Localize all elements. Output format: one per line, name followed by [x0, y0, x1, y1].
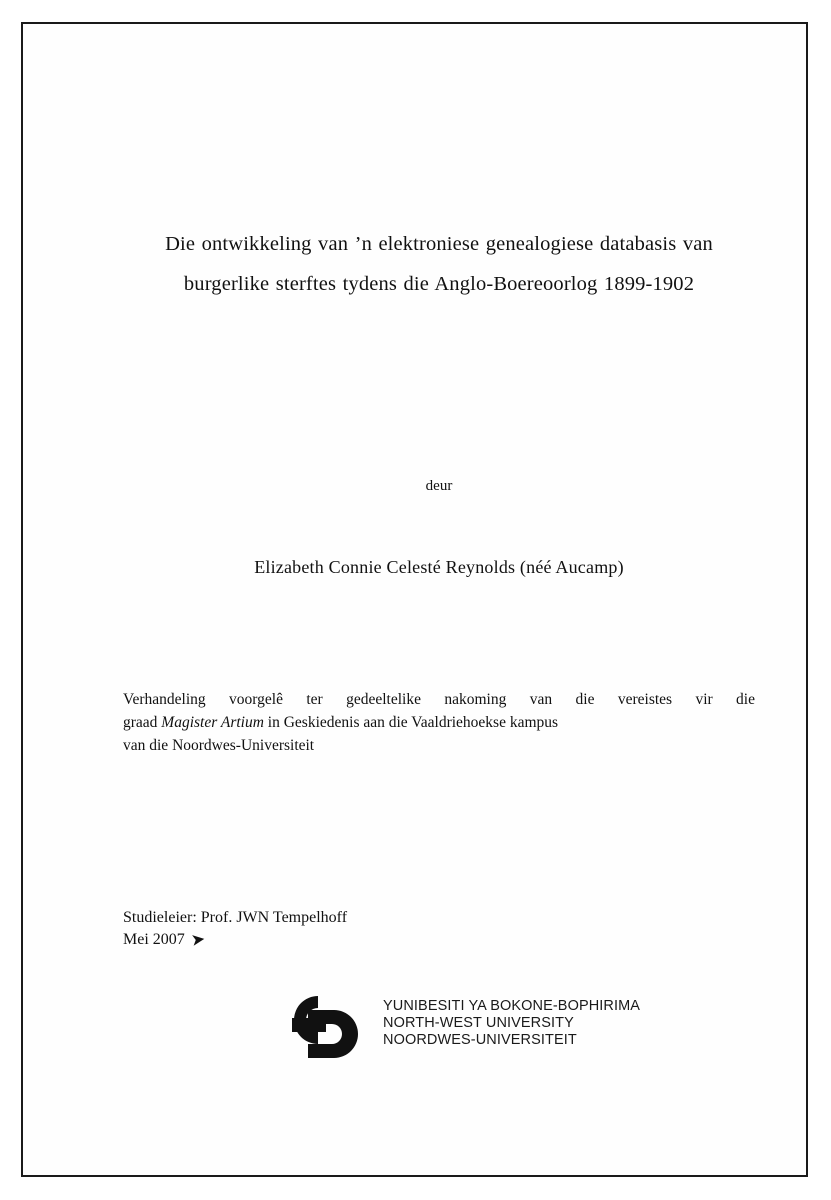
- degree-name: Magister Artium: [161, 714, 264, 731]
- page-title: [123, 224, 755, 304]
- university-logo-text: [383, 998, 640, 1049]
- degree-statement: [123, 688, 755, 757]
- statement-line-1: Verhandeling voorgelê ter gedeeltelike nakoming van die vereistes vir die: [123, 691, 755, 708]
- title-line-1: Die ontwikkeling van ’n elektroniese genealogiese databasis van: [165, 233, 713, 255]
- by-label: deur: [425, 478, 453, 494]
- statement-line-2-pre: graad: [123, 714, 162, 731]
- supervisor-line: Studieleier: Prof. JWN Tempelhoff: [123, 909, 348, 926]
- statement-line-2: [123, 711, 755, 734]
- author-name: Elizabeth Connie Celesté Reynolds (néé Aucamp): [254, 557, 624, 577]
- logo-text-line-1: YUNIBESITI YA BOKONE-BOPHIRIMA: [383, 998, 641, 1014]
- page-border: [21, 22, 808, 1177]
- title-page-content: [123, 224, 755, 951]
- statement-line-2-post: in Geskiedenis aan die Vaaldriehoekse kampus: [263, 714, 559, 731]
- date-text: Mei 2007: [123, 931, 185, 948]
- statement-line-3: van die Noordwes-Universiteit: [123, 737, 315, 754]
- title-line-2: burgerlike sterftes tydens die Anglo-Boereoorlog 1899-1902: [183, 273, 695, 295]
- logo-text-line-2: NORTH-WEST UNIVERSITY: [383, 1015, 574, 1031]
- handwritten-mark-icon: ➤: [189, 929, 207, 950]
- date-line: [123, 929, 755, 951]
- university-logo: [278, 992, 641, 1064]
- logo-text-line-3: NOORDWES-UNIVERSITEIT: [383, 1032, 577, 1048]
- north-west-university-logo-icon: [278, 994, 374, 1060]
